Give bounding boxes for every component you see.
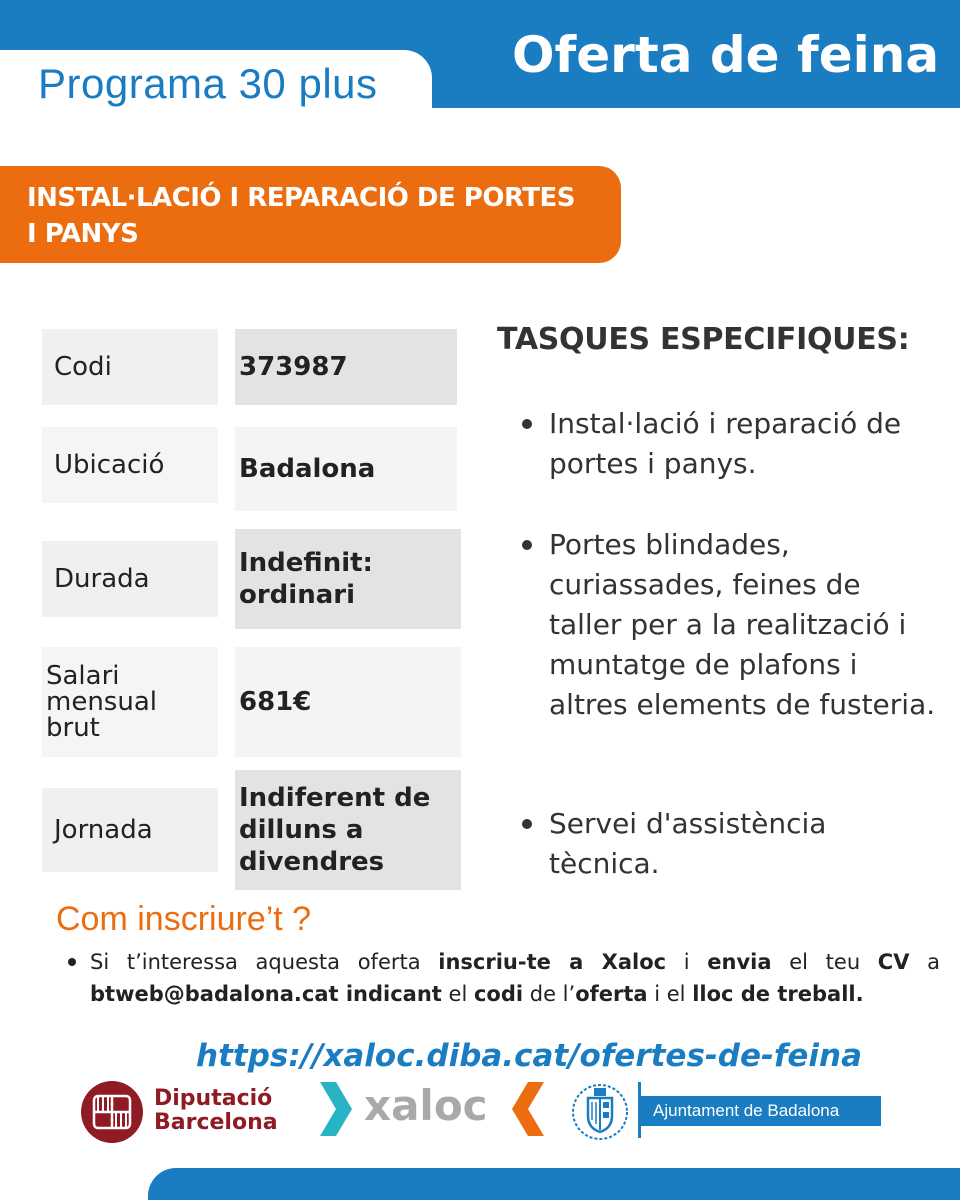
xaloc-logo-icon xyxy=(318,1076,548,1142)
task-bullet xyxy=(522,419,532,429)
detail-label-salari: Salari mensual brut xyxy=(42,647,218,757)
how-text-part: oferta xyxy=(575,982,648,1006)
detail-label-durada: Durada xyxy=(42,541,218,617)
tasks-title: TASQUES ESPECIFIQUES: xyxy=(497,322,910,357)
how-text-part: envia xyxy=(707,950,772,974)
contact-email[interactable]: btweb@badalona.cat indicant xyxy=(90,982,442,1006)
how-text-part: CV xyxy=(877,950,910,974)
how-bullet xyxy=(68,958,76,966)
how-text-part: i xyxy=(666,950,708,974)
detail-label-codi: Codi xyxy=(42,329,218,405)
detail-value-codi: 373987 xyxy=(235,329,457,405)
detail-value-ubicacio: Badalona xyxy=(235,427,457,511)
how-text-part: i el xyxy=(647,982,693,1006)
detail-value-jornada: Indiferent de dilluns a divendres xyxy=(235,770,461,890)
offers-url-link[interactable]: https://xaloc.diba.cat/ofertes-de-feina xyxy=(196,1038,862,1074)
offer-title: Oferta de feina xyxy=(512,26,940,84)
badalona-crest-icon xyxy=(570,1080,630,1144)
how-text-part: codi xyxy=(473,982,524,1006)
diputacio-line-1: Diputació xyxy=(154,1086,273,1111)
how-text-part: inscriu-te a Xaloc xyxy=(438,950,667,974)
job-title: INSTAL·LACIÓ I REPARACIÓ DE PORTES I PANYS xyxy=(27,183,576,249)
detail-value-durada: Indefinit: ordinari xyxy=(235,529,461,629)
detail-label-jornada: Jornada xyxy=(42,788,218,872)
task-bullet xyxy=(522,819,532,829)
how-to-apply-text xyxy=(90,946,940,1010)
diputacio-line-2: Barcelona xyxy=(154,1110,278,1135)
diputacio-logo-icon xyxy=(80,1080,144,1144)
program-title: Programa 30 plus xyxy=(38,60,378,107)
diputacio-logo-text xyxy=(154,1087,278,1135)
task-item-2: Portes blindades, curiassades, feines de taller per a la realització i muntatge de plafons i altres elements de fusteria. xyxy=(549,528,936,721)
how-text-part: Si t’interessa aquesta oferta xyxy=(90,950,439,974)
how-text-part: el teu xyxy=(771,950,878,974)
detail-label-ubicacio: Ubicació xyxy=(42,427,218,503)
task-bullet xyxy=(522,540,532,550)
how-to-apply-title: Com inscriure’t ? xyxy=(56,900,312,938)
how-text-part: lloc de treball. xyxy=(692,982,864,1006)
xaloc-logo-text: xaloc xyxy=(364,1081,488,1130)
how-text-part: a xyxy=(909,950,941,974)
how-text-part: el xyxy=(441,982,474,1006)
badalona-logo-text: Ajuntament de Badalona xyxy=(641,1096,881,1126)
footer-band xyxy=(148,1168,960,1200)
task-item-3: Servei d'assistència tècnica. xyxy=(549,807,827,880)
how-text-part: de l’ xyxy=(523,982,576,1006)
detail-value-salari: 681€ xyxy=(235,647,461,757)
task-item-1: Instal·lació i reparació de portes i panys. xyxy=(549,407,902,480)
